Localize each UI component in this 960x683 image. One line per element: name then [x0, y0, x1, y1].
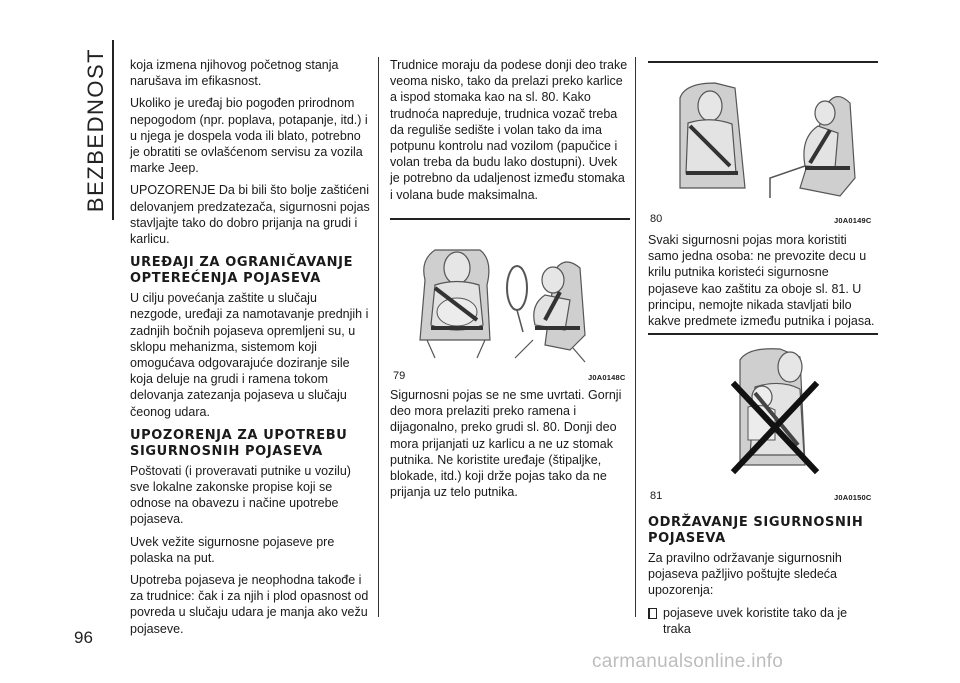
paragraph: Upotreba pojaseva je neophodna takođe i za trudnice: čak i za njih i plod opasnost od povreda u slučaju udara je manja ako vežu pojaseve. — [130, 573, 369, 636]
watermark: carmanualsonline.info — [592, 651, 784, 672]
figure-81-top-rule — [648, 333, 878, 335]
paragraph: Sigurnosni pojas se ne sme uvrtati. Gornji deo mora prelaziti preko ramena i dijagonalno, preko grudi sl. 80. Donji deo mora prijanjati uz karlicu a ne uz stomak putnika. Ne koristite uređaje (štipaljke, blokade, itd.) koji drže pojas tako da ne prijanja uz telo putnika. — [390, 388, 622, 500]
text-column-3-upper — [648, 232, 878, 335]
figure-79-top-rule — [390, 218, 630, 220]
paragraph: Uvek vežite sigurnosne pojaseve pre polaska na put. — [130, 534, 335, 565]
figure-79-number: 79 — [393, 370, 406, 382]
figure-81-child-on-lap-prohibited — [700, 345, 850, 480]
checkbox-bullet-icon — [648, 608, 657, 619]
heading-seatbelt-maintenance: ODRŽAVANJE SIGURNOSNIH POJASEVA — [648, 515, 864, 546]
page-number: 96 — [74, 628, 93, 647]
text-column-2-lower — [390, 387, 630, 506]
figure-81-number: 81 — [650, 490, 663, 502]
figure-80-top-rule — [648, 61, 878, 63]
heading-seatbelt-warnings: UPOZORENJA ZA UPOTREBU SIGURNOSNIH POJASEVA — [130, 427, 348, 459]
paragraph: Trudnice moraju da podese donji deo trake veoma nisko, tako da prelazi preko karlice a ispod stomaka kao na sl. 80. Kako trudnoća napreduje, trudnica vozač treba da reguliše sedište i volan tako da ima potpunu kontrolu nad vozilom (papučice i volan treba da budu lako dostupni). Uvek je potrebno da udaljenost između stomaka i volana bude maksimalna. — [390, 58, 628, 202]
section-tab — [80, 40, 112, 220]
figure-80-number: 80 — [650, 213, 663, 225]
text-column-3-lower — [648, 507, 878, 637]
figure-79-code: J0A0148C — [588, 373, 626, 382]
figure-81-code: J0A0150C — [834, 493, 872, 502]
paragraph: Svaki sigurnosni pojas mora koristiti samo jedna osoba: ne prevozite decu u krilu putnika koristeći sigurnosne pojaseve kao zaštitu za oboje sl. 81. U principu, nemojte nikada stavljati bilo kakve predmete između putnika i pojasa. — [648, 233, 875, 329]
warning-paragraph: UPOZORENJE Da bi bili što bolje zaštićeni delovanjem predzatezača, sigurnosni pojas stavljajte tako do dobro prijanja na grudi i karlicu. — [130, 183, 370, 247]
paragraph: koja izmena njihovog početnog stanja narušava im efikasnost. — [130, 58, 339, 89]
paragraph: Ukoliko je uređaj bio pogođen prirodnom nepogodom (npr. poplava, potapanje, itd.) i u njega je dospela voda ili blato, potrebno je obratiti se ovlašćenom servisu za vozila marke Jeep. — [130, 96, 368, 176]
figure-80-seated-passengers-seatbelt — [660, 78, 870, 208]
figure-79-pregnant-woman-seatbelt — [405, 240, 620, 365]
paragraph: Poštovati (i proveravati putnike u vozilu) sve lokalne zakonske propise koji se odnose na obavezu i načine upotrebe pojaseva. — [130, 463, 351, 527]
paragraph: U cilju povećanja zaštite u slučaju nezgode, uređaji za namotavanje prednjih i zadnjih bočnih pojaseva opremljeni su, u sklopu mehanizma, sistemom koji omogućava odgovarajuće doziranje sile koja deluje na grudi i ramena tokom delovanja zatezanja pojaseva u slučaju čeonog udara. — [130, 291, 369, 419]
section-tab-rule — [112, 40, 114, 220]
paragraph: Za pravilno održavanje sigurnosnih pojaseva pažljivo poštujte sledeća upozorenja: — [648, 551, 842, 598]
column-divider — [378, 57, 379, 617]
heading-load-limiters: UREĐAJI ZA OGRANIČAVANJE OPTEREĆENJA POJASEVA — [130, 255, 354, 287]
column-divider — [635, 57, 636, 617]
section-title: BEZBEDNOST — [83, 47, 108, 213]
bullet-item — [648, 605, 878, 637]
bullet-text: pojaseve uvek koristite tako da je traka — [663, 605, 848, 636]
figure-80-code: J0A0149C — [834, 216, 872, 225]
text-column-2 — [390, 57, 630, 209]
text-column-1 — [130, 57, 370, 643]
